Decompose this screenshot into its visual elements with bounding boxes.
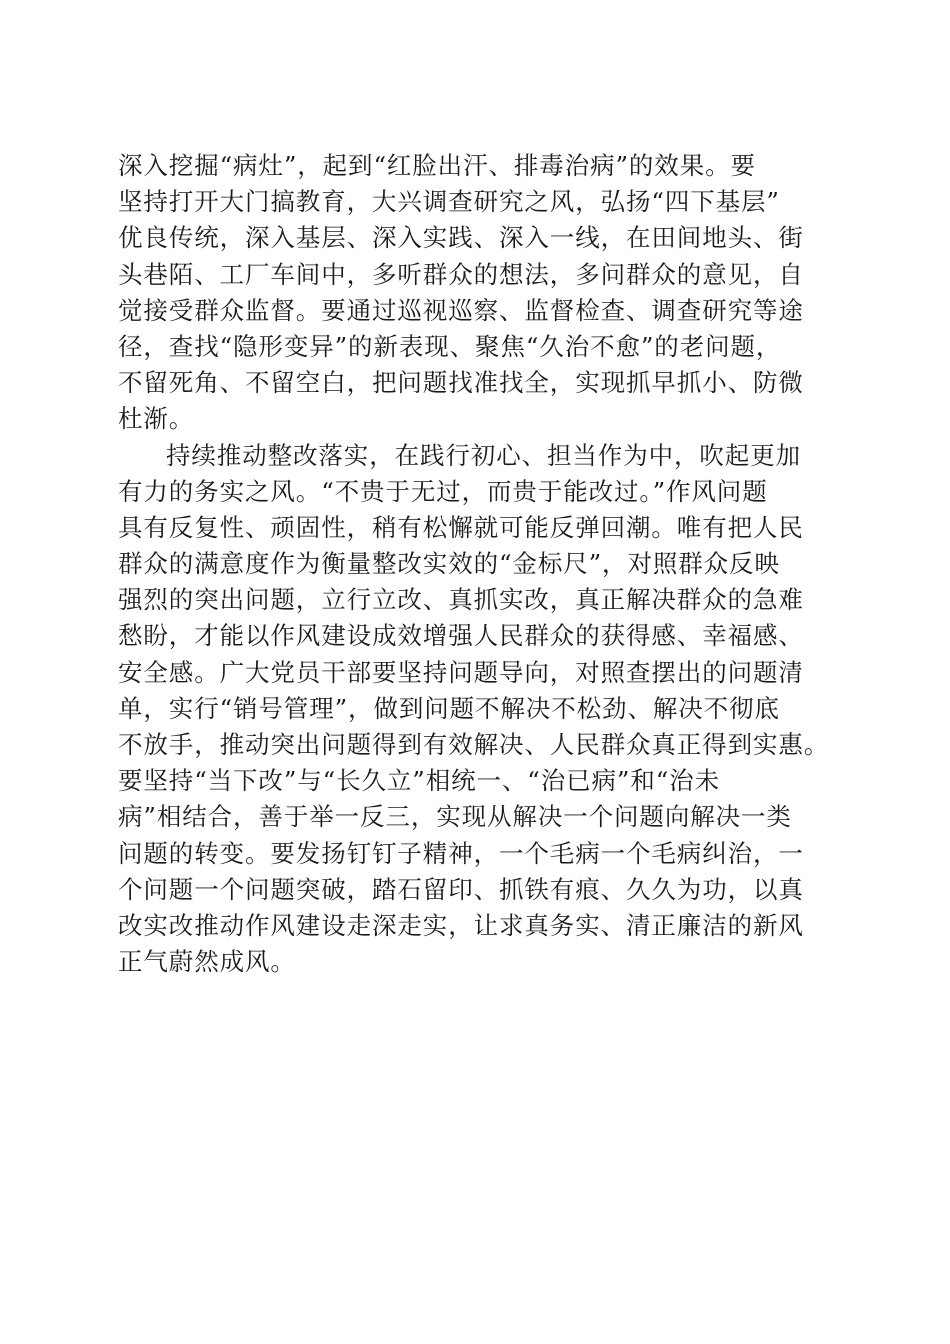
text-line: 杜渐。 (118, 404, 195, 434)
text-line: 不放手，推动突出问题得到有效解决、人民群众真正得到实惠。 (118, 730, 830, 759)
text-line: 径，查找“隐形变异”的新表现、聚焦“久治不愈”的老问题， (118, 331, 782, 361)
text-line: 坚持打开大门搞教育，大兴调查研究之风，弘扬“四下基层” (118, 187, 780, 217)
text-line: 单，实行“销号管理”，做到问题不解决不松劲、解决不彻底 (118, 693, 780, 723)
text-line: 头巷陌、工厂车间中，多听群众的想法，多问群众的意见，自 (118, 259, 804, 289)
paragraph-first-line: 持续推动整改落实，在践行初心、担当作为中，吹起更加 (166, 440, 801, 470)
text-line: 问题的转变。要发扬钉钉子精神，一个毛病一个毛病纠治，一 (118, 838, 804, 868)
text-line: 优良传统，深入基层、深入实践、深入一线，在田间地头、街 (118, 223, 804, 253)
text-line: 群众的满意度作为衡量整改实效的“金标尺”，对照群众反映 (118, 549, 780, 579)
text-line: 正气蔚然成风。 (118, 947, 296, 977)
text-line: 不留死角、不留空白，把问题找准找全，实现抓早抓小、防微 (118, 368, 804, 398)
text-line: 强烈的突出问题，立行立改、真抓实改，真正解决群众的急难 (118, 585, 804, 615)
document-body (118, 148, 838, 980)
text-line: 具有反复性、顽固性，稍有松懈就可能反弹回潮。唯有把人民 (118, 512, 804, 542)
text-line: 愁盼，才能以作风建设成效增强人民群众的获得感、幸福感、 (118, 621, 804, 651)
text-line: 深入挖掘“病灶”，起到“红脸出汗、排毒治病”的效果。要 (118, 151, 756, 180)
text-line: 觉接受群众监督。要通过巡视巡察、监督检查、调查研究等途 (118, 295, 804, 325)
text-line: 要坚持“当下改”与“长久立”相统一、“治已病”和“治未 (118, 766, 720, 796)
text-line: 有力的务实之风。“不贵于无过，而贵于能改过。”作风问题 (118, 476, 768, 506)
text-line: 病”相结合，善于举一反三，实现从解决一个问题向解决一类 (118, 802, 792, 832)
text-line: 个问题一个问题突破，踏石留印、抓铁有痕、久久为功，以真 (118, 874, 804, 904)
text-line: 改实改推动作风建设走深走实，让求真务实、清正廉洁的新风 (118, 910, 804, 940)
text-line: 安全感。广大党员干部要坚持问题导向，对照查摆出的问题清 (118, 657, 804, 687)
